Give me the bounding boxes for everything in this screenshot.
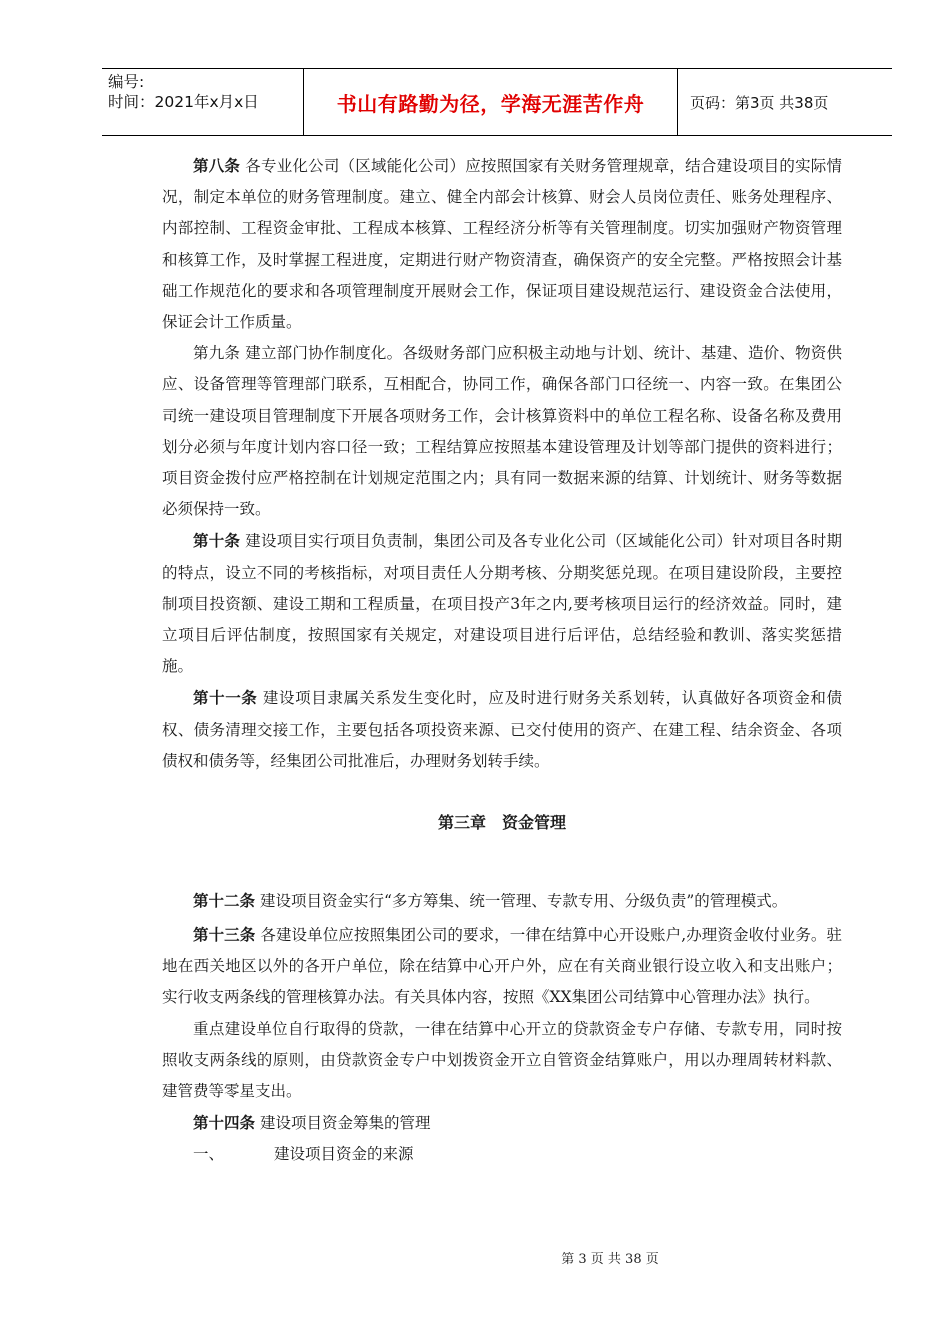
article-14-heading: 第十四条 [193,1113,256,1133]
doc-time-label: 时间：2021年x月x日 [108,93,259,111]
chapter-title: 第三章 资金管理 [437,813,566,833]
article-8-heading: 第八条 [193,156,241,175]
article-11 [162,682,842,777]
article-12 [162,883,842,919]
article-11-text: 建设项目隶属关系发生变化时，应及时进行财务关系划转，认真做好各项资金和债权、债务清理交接工作，主要包括各项投资来源、已交付使用的资产、在建工程、结余资金、各项债权和债务等，经集团公司批准后，办理财务划转手续。 [162,689,842,770]
article-14 [162,1107,842,1139]
page-header [102,68,892,136]
article-13-heading: 第十三条 [193,925,256,945]
article-12-heading: 第十二条 [193,891,256,911]
article-13-text: 各建设单位应按照集团公司的要求，一律在结算中心开设账户,办理资金收付业务。驻地在西关地区以外的各开户单位，除在结算中心开户外，应在有关商业银行设立收入和支出账户；实行收支两条线的管理核算办法。有关具体内容，按照《XX集团公司结算中心管理办法》执行。 [162,926,842,1007]
document-body [162,150,842,1171]
doc-number-label: 编号: [108,73,145,91]
list-item-text: 建设项目资金的来源 [274,1145,414,1164]
header-motto: 书山有路勤为径，学海无涯苦作舟 [304,69,678,135]
page-footer: 第 3 页 共 38 页 [561,1252,659,1267]
list-item-number: 一、 [193,1145,225,1164]
header-meta [102,69,304,135]
article-8-text: 各专业化公司（区域能化公司）应按照国家有关财务管理规章，结合建设项目的实际情况，制定本单位的财务管理制度。建立、健全内部会计核算、财会人员岗位责任、账务处理程序、内部控制、工程资金审批、工程成本核算、工程经济分析等有关管理制度。切实加强财产物资管理和核算工作，及时掌握工程进度，定期进行财产物资清查，确保资产的安全完整。严格按照会计基础工作规范化的要求和各项管理制度开展财会工作，保证项目建设规范运行、建设资金合法使用，保证会计工作质量。 [162,157,842,332]
loan-paragraph: 重点建设单位自行取得的贷款，一律在结算中心开立的贷款资金专户存储、专款专用，同时按照收支两条线的原则，由贷款资金专户中划拨资金开立自管资金结算账户，用以办理周转材料款、建管费等零星支出。 [162,1019,842,1101]
header-page-info: 页码：第3页 共38页 [690,93,829,112]
list-item [162,1139,842,1170]
article-13 [162,919,842,1014]
article-14-text: 建设项目资金筹集的管理 [255,1114,431,1133]
article-10-heading: 第十条 [193,531,241,551]
article-12-text: 建设项目资金实行“多方筹集、统一管理、专款专用、分级负责”的管理模式。 [255,892,788,911]
article-10-text: 建设项目实行项目负责制，集团公司及各专业化公司（区域能化公司）针对项目各时期的特点，设立不同的考核指标，对项目责任人分期考核、分期奖惩兑现。在项目建设阶段，主要控制项目投资额、建设工期和工程质量，在项目投产3年之内,要考核项目运行的经济效益。同时，建立项目后评估制度，按照国家有关规定，对建设项目进行后评估，总结经验和教训、落实奖惩措施。 [162,532,842,676]
article-10 [162,525,842,682]
article-9: 第九条 建立部门协作制度化。各级财务部门应积极主动地与计划、统计、基建、造价、物资供应、设备管理等管理部门联系，互相配合，协同工作，确保各部门口径统一、内容一致。在集团公司统一建设项目管理制度下开展各项财务工作，会计核算资料中的单位工程名称、设备名称及费用划分必须与年度计划内容口径一致；工程结算应按照基本建设管理及计划等部门提供的资料进行；项目资金拨付应严格控制在计划规定范围之内；具有同一数据来源的结算、计划统计、财务等数据必须保持一致。 [162,344,842,519]
article-8 [162,150,842,338]
article-11-heading: 第十一条 [193,688,258,708]
